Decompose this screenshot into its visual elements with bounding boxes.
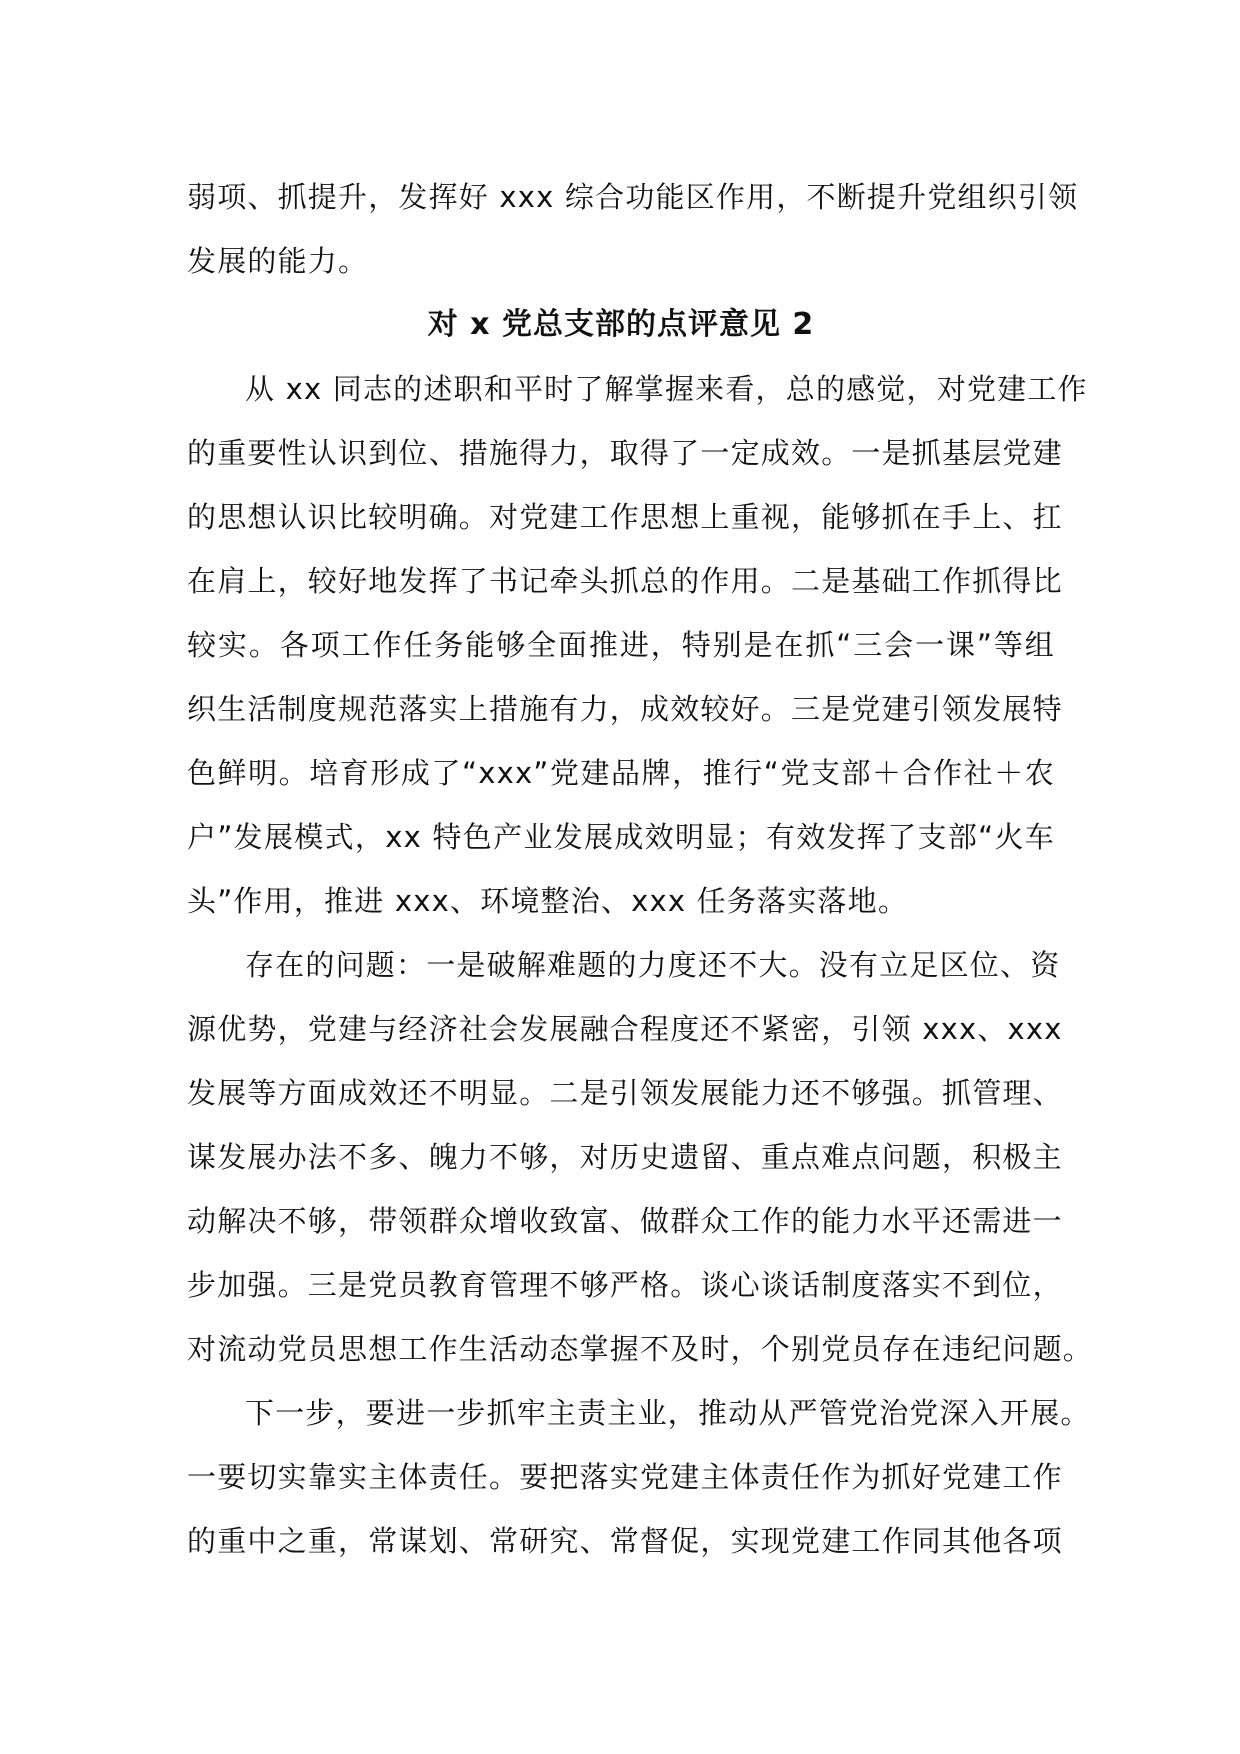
top-paragraph — [187, 165, 1079, 293]
text-line: 的重中之重，常谋划、常研究、常督促，实现党建工作同其他各项 — [187, 1524, 1063, 1558]
text-line: 存在的问题：一是破解难题的力度还不大。没有立足区位、资 — [245, 948, 1061, 982]
text-line: 一要切实靠实主体责任。要把落实党建主体责任作为抓好党建工作 — [187, 1460, 1063, 1494]
text-line: 源优势，党建与经济社会发展融合程度还不紧密，引领 xxx、xxx — [187, 1012, 1063, 1046]
text-line: 对流动党员思想工作生活动态掌握不及时，个别党员存在违纪问题。 — [187, 1332, 1094, 1366]
paragraph-assessment — [187, 357, 1088, 933]
text-line: 下一步，要进一步抓牢主责主业，推动从严管党治党深入开展。 — [245, 1396, 1091, 1430]
paragraph-problems — [187, 933, 1094, 1381]
text-line: 户”发展模式，xx 特色产业发展成效明显；有效发挥了支部“火车 — [187, 820, 1055, 854]
text-line: 从 xx 同志的述职和平时了解掌握来看，总的感觉，对党建工作 — [245, 372, 1088, 406]
text-line: 的思想认识比较明确。对党建工作思想上重视，能够抓在手上、扛 — [187, 500, 1063, 534]
text-line: 发展等方面成效还不明显。二是引领发展能力还不够强。抓管理、 — [187, 1076, 1063, 1110]
text-line: 的重要性认识到位、措施得力，取得了一定成效。一是抓基层党建 — [187, 436, 1063, 470]
text-line: 织生活制度规范落实上措施有力，成效较好。三是党建引领发展特 — [187, 692, 1063, 726]
text-line: 弱项、抓提升，发挥好 xxx 综合功能区作用，不断提升党组织引领 — [187, 180, 1079, 214]
document-body — [187, 165, 1094, 1573]
text-line: 动解决不够，带领群众增收致富、做群众工作的能力水平还需进一 — [187, 1204, 1063, 1238]
text-line: 发展的能力。 — [187, 244, 369, 278]
section-title: 对 x 党总支部的点评意见 2 — [427, 307, 815, 342]
paragraph-next-steps — [187, 1381, 1091, 1573]
text-line: 头”作用，推进 xxx、环境整治、xxx 任务落实落地。 — [187, 884, 909, 918]
text-line: 在肩上，较好地发挥了书记牵头抓总的作用。二是基础工作抓得比 — [187, 564, 1063, 598]
text-line: 谋发展办法不多、魄力不够，对历史遗留、重点难点问题，积极主 — [187, 1140, 1063, 1174]
text-line: 步加强。三是党员教育管理不够严格。谈心谈话制度落实不到位， — [187, 1268, 1063, 1302]
text-line: 色鲜明。培育形成了“xxx”党建品牌，推行“党支部＋合作社＋农 — [187, 756, 1055, 790]
text-line: 较实。各项工作任务能够全面推进，特别是在抓“三会一课”等组 — [187, 628, 1055, 662]
